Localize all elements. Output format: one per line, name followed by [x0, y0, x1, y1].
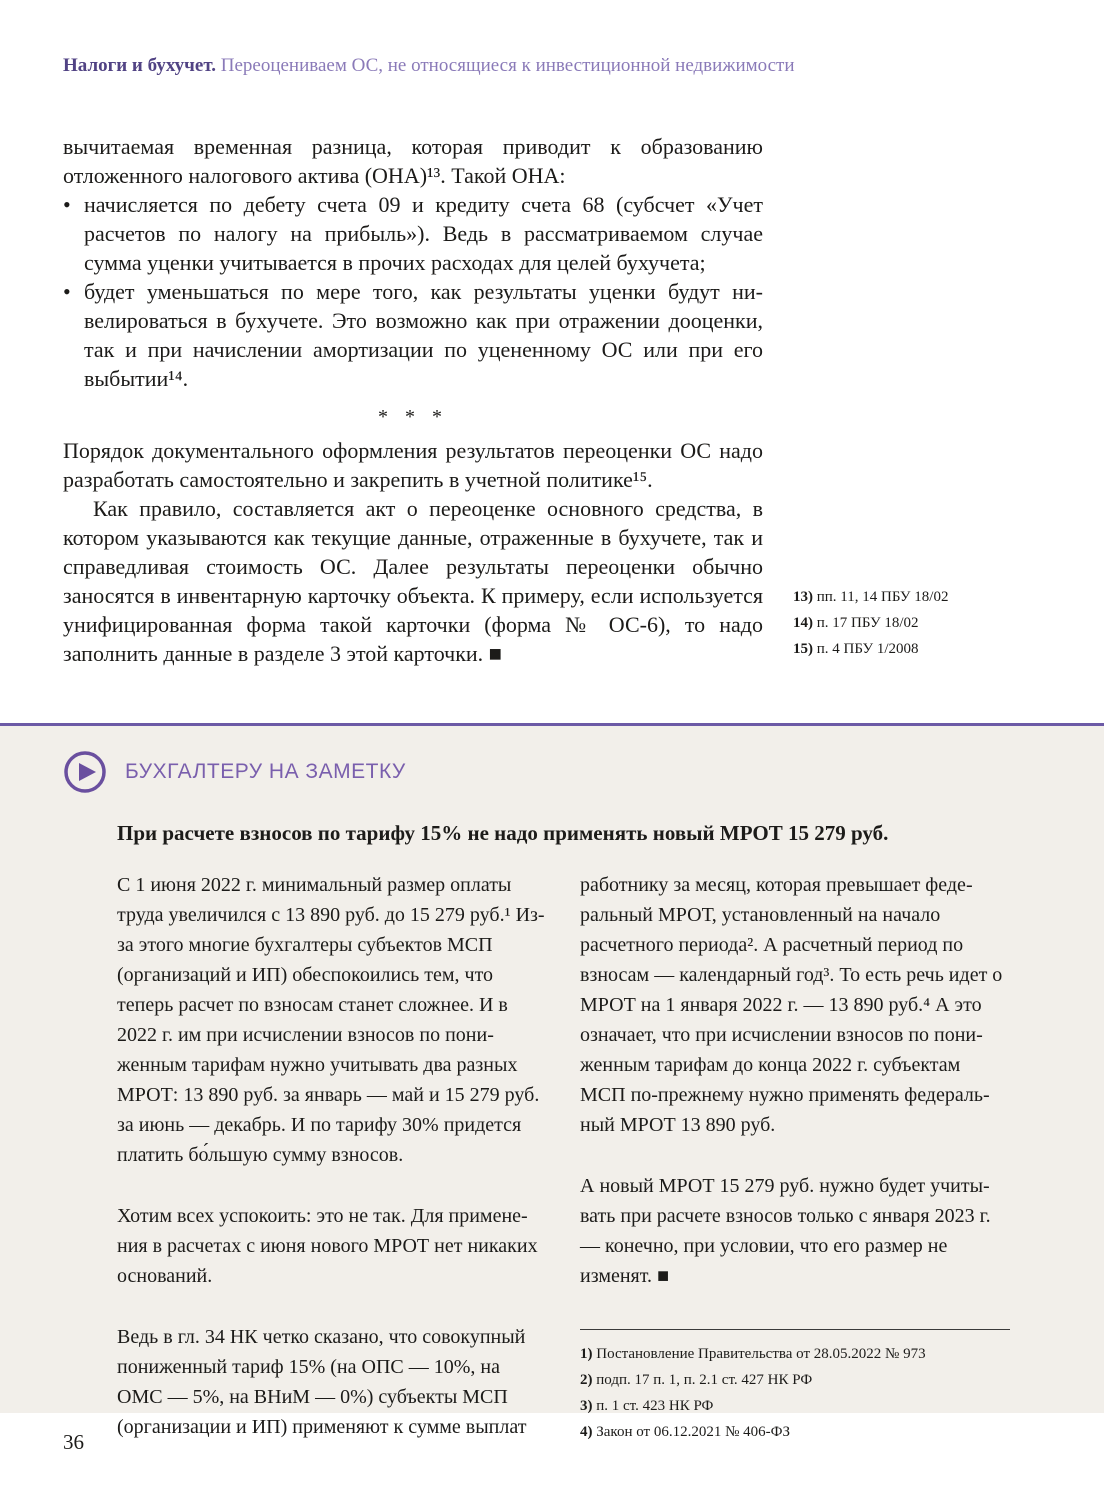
article-bullet-item — [63, 277, 763, 393]
bullet-marker: • — [63, 192, 71, 217]
note-paragraph: работнику за месяц, которая превышает федеральный МРОТ, установленный на начало расчетного периода². А расчетный период по взносам — календарный год³. То есть речь идет о МРОТ на 1 января 2022 г. — 13 890 руб.⁴ А это означает, что при исчислении взносов по пониженным тарифам до конца 2022 г. субъектам МСП по-прежнему нужно применять федеральный МРОТ 13 890 руб. — [580, 874, 1003, 1136]
note-column-left — [117, 870, 547, 1445]
bullet-text: начисляется по дебету счета 09 и кредиту счета 68 (субсчет «Учет расчетов по налогу на прибыль»). Ведь в рассматриваемом случае сумма уценки учитывается в прочих расходах для целей бухучета; — [84, 192, 763, 275]
footnote-line — [580, 1419, 1010, 1445]
footnote-line — [580, 1393, 1010, 1419]
note-paragraph: Хотим всех успокоить: это не так. Для применения в расчетах с июня нового МРОТ нет никаких оснований. — [117, 1205, 538, 1287]
footnote-line — [793, 584, 1043, 610]
footnote-number: 2) — [580, 1372, 593, 1388]
footnote-line — [793, 610, 1043, 636]
footnote-number: 14) — [793, 615, 813, 631]
footnote-text: Постановление Правительства от 28.05.2022 № 973 — [596, 1346, 926, 1362]
footnote-number: 13) — [793, 589, 813, 605]
running-head-subtitle: Переоцениваем ОС, не относящиеся к инвестиционной недвижимости — [220, 55, 795, 76]
note-paragraph: А новый МРОТ 15 279 руб. нужно будет учитывать при расчете взносов только с января 2023 г. — конечно, при условии, что его размер не изменят. ■ — [580, 1175, 991, 1287]
play-icon — [63, 750, 107, 794]
running-head-section: Налоги и бухучет. — [63, 55, 216, 76]
note-kicker-label: БУХГАЛТЕРУ НА ЗАМЕТКУ — [125, 760, 406, 783]
note-column-right — [580, 870, 1010, 1445]
footnote-text: п. 1 ст. 423 НК РФ — [596, 1398, 714, 1414]
article-bullet-item — [63, 190, 763, 277]
footnote-line — [793, 636, 1043, 662]
note-footnotes — [580, 1329, 1010, 1445]
footnote-number: 3) — [580, 1398, 593, 1414]
note-paragraph: С 1 июня 2022 г. минимальный размер оплаты труда увеличился с 13 890 руб. до 15 279 руб.¹ Из-за этого многие бухгалтеры субъектов МСП (организаций и ИП) обеспокоились тем, что теперь расчет по взносам станет сложнее. И в 2022 г. им при исчислении взносов по пониженным тарифам нужно учитывать два разных МРОТ: 13 890 руб. за январь — май и 15 279 руб. за июнь — декабрь. И по тарифу 30% придется платить бо́льшую сумму взносов. — [117, 874, 545, 1166]
article-paragraph: Как правило, составляется акт о переоценке основного средства, в котором указываются как текущие данные, отраженные в бухучете, так и справедливая стоимость ОС. Далее результаты переоценки обычно заносятся в инвентарную карточку объекта. К примеру, если используется унифицированная форма такой карточки (форма № ОС-6), то надо заполнить данные в разделе 3 этой карточки. ■ — [63, 496, 763, 666]
footnote-number: 1) — [580, 1346, 593, 1362]
footnote-number: 15) — [793, 641, 813, 657]
article-paragraph: Порядок документального оформления результатов переоценки ОС надо разработать самостоятельно и закрепить в учетной политике¹⁵. — [63, 438, 763, 492]
article-body — [63, 132, 763, 668]
note-headline: При расчете взносов по тарифу 15% не надо применять новый МРОТ 15 279 руб. — [117, 821, 889, 845]
footnote-text: п. 4 ПБУ 1/2008 — [816, 641, 919, 657]
footnote-text: Закон от 06.12.2021 № 406-ФЗ — [596, 1424, 791, 1440]
section-separator-stars: * * * — [378, 406, 448, 428]
page-number: 36 — [63, 1430, 84, 1454]
running-head — [63, 54, 1043, 78]
bullet-marker: • — [63, 279, 71, 304]
note-box — [0, 723, 1104, 1440]
note-paragraph: Ведь в гл. 34 НК четко сказано, что совокупный пониженный тариф 15% (на ОПС — 10%, на ОМС — 5%, на ВНиМ — 0%) субъекты МСП (организации и ИП) применяют к сумме выплат — [117, 1326, 527, 1438]
sidebar-footnotes — [793, 584, 1043, 662]
footnote-text: подп. 17 п. 1, п. 2.1 ст. 427 НК РФ — [596, 1372, 813, 1388]
footnote-text: п. 17 ПБУ 18/02 — [816, 615, 919, 631]
footnote-text: пп. 11, 14 ПБУ 18/02 — [816, 589, 949, 605]
footnote-number: 4) — [580, 1424, 593, 1440]
article-intro-paragraph: вычитаемая временная разница, которая приводит к образованию отложенного налогового актива (ОНА)¹³. Такой ОНА: — [63, 134, 763, 188]
note-columns — [117, 870, 1010, 1445]
footnote-line — [580, 1367, 1010, 1393]
note-kicker-row — [63, 750, 1104, 794]
bullet-text: будет уменьшаться по мере того, как результаты уценки будут нивелироваться в бухучете. Это возможно как при отражении дооценки, так и при начислении амортизации по уцененному ОС или при его выбытии¹⁴. — [84, 279, 763, 391]
footnote-line — [580, 1341, 1010, 1367]
